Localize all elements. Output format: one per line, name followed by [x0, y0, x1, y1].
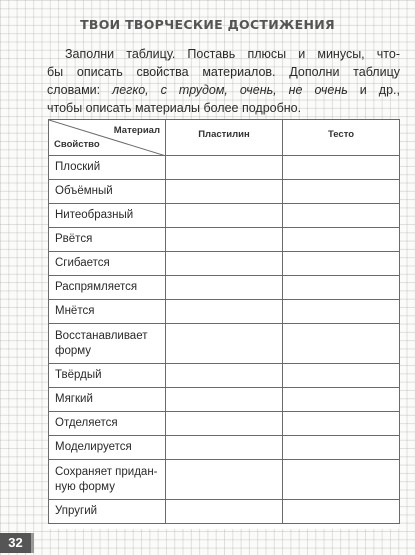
- table-row: [49, 300, 400, 324]
- property-label: Сгибается: [49, 252, 166, 276]
- instructions: [47, 45, 400, 117]
- column-header-plasticine: Пластилин: [166, 120, 283, 156]
- plasticine-answer-cell[interactable]: [166, 180, 283, 204]
- table-row: [49, 364, 400, 388]
- plasticine-answer-cell[interactable]: [166, 252, 283, 276]
- table-row: [49, 388, 400, 412]
- dough-answer-cell[interactable]: [283, 156, 400, 180]
- instructions-line-3: [47, 81, 400, 99]
- property-label: Нитеобразный: [49, 204, 166, 228]
- instructions-line-1: Заполни таблицу. Поставь плюсы и минусы, что-: [65, 47, 400, 61]
- dough-answer-cell[interactable]: [283, 460, 400, 500]
- table-header-row: [49, 120, 400, 156]
- table-row: [49, 228, 400, 252]
- property-label: Распрямляется: [49, 276, 166, 300]
- plasticine-answer-cell[interactable]: [166, 364, 283, 388]
- table-row: [49, 500, 400, 524]
- properties-table: [48, 119, 400, 524]
- dough-answer-cell[interactable]: [283, 436, 400, 460]
- property-label: Объёмный: [49, 180, 166, 204]
- instructions-line-2: бы описать свойства материалов. Дополни таблицу: [47, 65, 400, 79]
- table-row: [49, 156, 400, 180]
- page-number: 32: [0, 533, 31, 553]
- table-row: [49, 180, 400, 204]
- dough-answer-cell[interactable]: [283, 252, 400, 276]
- dough-answer-cell[interactable]: [283, 300, 400, 324]
- dough-answer-cell[interactable]: [283, 180, 400, 204]
- dough-answer-cell[interactable]: [283, 364, 400, 388]
- table-row: [49, 412, 400, 436]
- plasticine-answer-cell[interactable]: [166, 276, 283, 300]
- header-material-label: Материал: [113, 125, 160, 136]
- property-label: Отделяется: [49, 412, 166, 436]
- property-label: Твёрдый: [49, 364, 166, 388]
- header-property-label: Свойство: [54, 139, 100, 150]
- dough-answer-cell[interactable]: [283, 276, 400, 300]
- dough-answer-cell[interactable]: [283, 228, 400, 252]
- dough-answer-cell[interactable]: [283, 500, 400, 524]
- instructions-line-3-prefix: словами:: [47, 83, 113, 97]
- table-row: [49, 324, 400, 364]
- instructions-line-3-suffix: и др.,: [347, 83, 400, 97]
- table-row: [49, 276, 400, 300]
- plasticine-answer-cell[interactable]: [166, 500, 283, 524]
- plasticine-answer-cell[interactable]: [166, 228, 283, 252]
- plasticine-answer-cell[interactable]: [166, 156, 283, 180]
- table-row: [49, 252, 400, 276]
- property-label: Моделируется: [49, 436, 166, 460]
- page-title: ТВОИ ТВОРЧЕСКИЕ ДОСТИЖЕНИЯ: [80, 17, 335, 32]
- instructions-line-3-words: легко, с трудом, очень, не очень: [112, 83, 348, 97]
- plasticine-answer-cell[interactable]: [166, 388, 283, 412]
- dough-answer-cell[interactable]: [283, 324, 400, 364]
- plasticine-answer-cell[interactable]: [166, 460, 283, 500]
- plasticine-answer-cell[interactable]: [166, 324, 283, 364]
- table-row: [49, 436, 400, 460]
- property-label: Мнётся: [49, 300, 166, 324]
- property-label: Плоский: [49, 156, 166, 180]
- plasticine-answer-cell[interactable]: [166, 412, 283, 436]
- property-label: Сохраняет приданную форму: [49, 460, 166, 500]
- dough-answer-cell[interactable]: [283, 388, 400, 412]
- property-label: Рвётся: [49, 228, 166, 252]
- instructions-line-4: чтобы описать материалы более подробно.: [47, 101, 302, 115]
- property-label: Мягкий: [49, 388, 166, 412]
- column-header-dough: Тесто: [283, 120, 400, 156]
- plasticine-answer-cell[interactable]: [166, 300, 283, 324]
- dough-answer-cell[interactable]: [283, 204, 400, 228]
- header-diagonal-cell: [49, 120, 166, 156]
- property-label: Восстанавливает форму: [49, 324, 166, 364]
- page-number-accent: [31, 533, 34, 553]
- table-row: [49, 460, 400, 500]
- properties-table-wrapper: [48, 119, 399, 529]
- table-row: [49, 204, 400, 228]
- dough-answer-cell[interactable]: [283, 412, 400, 436]
- plasticine-answer-cell[interactable]: [166, 204, 283, 228]
- plasticine-answer-cell[interactable]: [166, 436, 283, 460]
- property-label: Упругий: [49, 500, 166, 524]
